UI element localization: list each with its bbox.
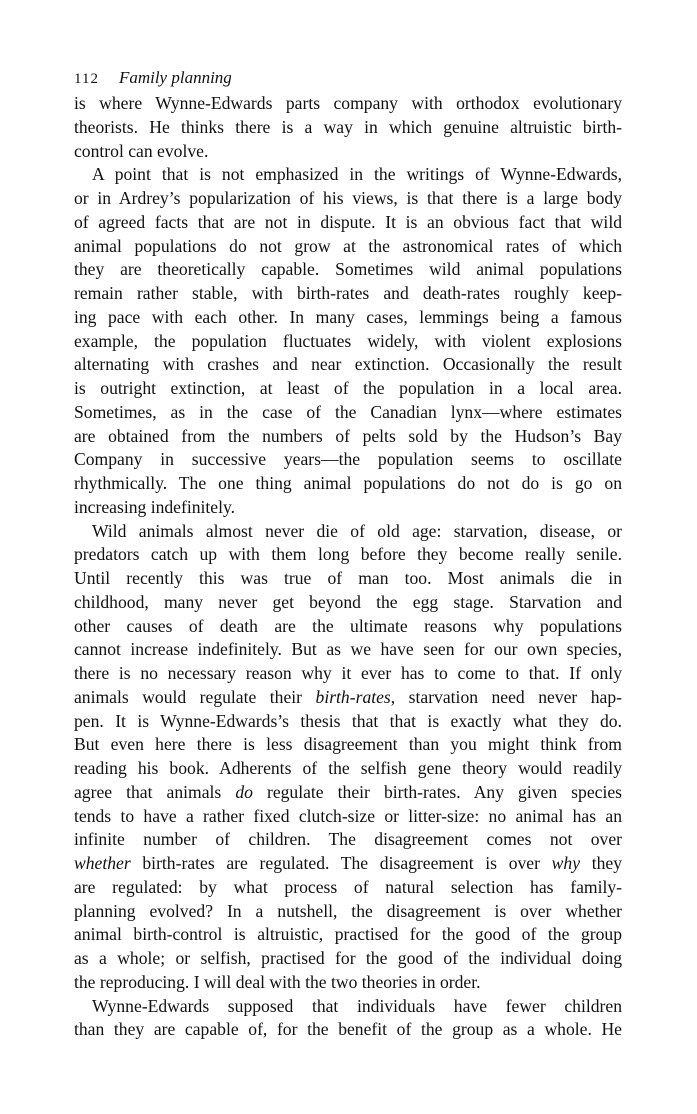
text-line: But even here there is less disagreement than you might think from [74, 734, 622, 755]
text-line: are obtained from the numbers of pelts sold by the Hudson’s Bay [74, 425, 622, 446]
text-line: A point that is not emphasized in the writings of Wynne-Edwards, [92, 164, 622, 185]
paragraph [74, 92, 622, 163]
text-line: tends to have a rather fixed clutch-size or litter-size: no animal has an [74, 805, 622, 826]
text-line: other causes of death are the ultimate reasons why populations [74, 615, 622, 636]
text-line: the reproducing. I will deal with the two theories in order. [74, 971, 481, 992]
emphasis: whether [74, 853, 131, 873]
text-line: theorists. He thinks there is a way in which genuine altruistic birth- [74, 116, 622, 137]
text-line: example, the population fluctuates widely, with violent explosions [74, 330, 622, 351]
text-line: infinite number of children. The disagreement comes not over [74, 829, 622, 850]
page-number: 112 [74, 71, 99, 87]
text-line: Wynne-Edwards supposed that individuals have fewer children [92, 995, 622, 1016]
text-line: childhood, many never get beyond the egg stage. Starvation and [74, 591, 622, 612]
text-line: is where Wynne-Edwards parts company with orthodox evolutionary [74, 93, 622, 113]
text-line: planning evolved? In a nutshell, the disagreement is over whether [74, 900, 622, 921]
running-head [74, 66, 622, 92]
text-line: reading his book. Adherents of the selfish gene theory would readily [74, 758, 622, 778]
book-page [74, 66, 622, 1042]
paragraph [74, 995, 622, 1043]
emphasis: why [551, 853, 581, 873]
text-line: Until recently this was true of man too. Most animals die in [74, 568, 622, 588]
paragraph [74, 520, 622, 995]
text-line: pen. It is Wynne-Edwards’s thesis that that is exactly what they do. [74, 710, 622, 731]
text-line: they are theoretically capable. Sometimes wild animal populations [74, 259, 622, 280]
text-line: as a whole; or selfish, practised for the good of the individual doing [74, 948, 622, 968]
emphasis: birth-rates [315, 686, 391, 707]
text-line: whether birth-rates are regulated. The disagreement is over why they [74, 853, 622, 873]
text-line: are regulated: by what process of natural selection has family- [74, 876, 622, 897]
text-line: remain rather stable, with birth-rates and death-rates roughly keep- [74, 283, 622, 303]
text-line: than they are capable of, for the benefit of the group as a whole. He [74, 1019, 622, 1040]
text-line: Sometimes, as in the case of the Canadian lynx—where estimates [74, 401, 622, 422]
text-line: predators catch up with them long before they become really senile. [74, 544, 622, 565]
text-line: Wild animals almost never die of old age: starvation, disease, or [92, 520, 622, 541]
text-line: animal populations do not grow at the astronomical rates of which [74, 235, 622, 256]
text-line: animal birth-control is altruistic, practised for the good of the group [74, 924, 622, 945]
body-text [74, 92, 622, 1042]
running-title: Family planning [118, 68, 232, 87]
text-line: Company in successive years—the population seems to oscillate [74, 449, 622, 470]
text-line: there is no necessary reason why it ever has to come to that. If only [74, 663, 622, 683]
text-line: rhythmically. The one thing animal populations do not do is go on [74, 473, 622, 493]
paragraph [74, 163, 622, 519]
text-line: or in Ardrey’s popularization of his views, is that there is a large body [74, 188, 622, 208]
text-line: is outright extinction, at least of the population in a local area. [74, 378, 622, 398]
text-line: control can evolve. [74, 140, 209, 161]
text-line: increasing indefinitely. [74, 496, 236, 517]
text-line: cannot increase indefinitely. But as we have seen for our own species, [74, 639, 622, 660]
text-line: alternating with crashes and near extinction. Occasionally the result [74, 354, 622, 375]
text-line: animals would regulate their birth-rates, starvation need never hap- [74, 686, 622, 707]
emphasis: do [235, 781, 253, 802]
text-line: agree that animals do regulate their birth-rates. Any given species [74, 781, 622, 802]
text-line: ing pace with each other. In many cases, lemmings being a famous [74, 306, 622, 327]
text-line: of agreed facts that are not in dispute. It is an obvious fact that wild [74, 211, 622, 232]
